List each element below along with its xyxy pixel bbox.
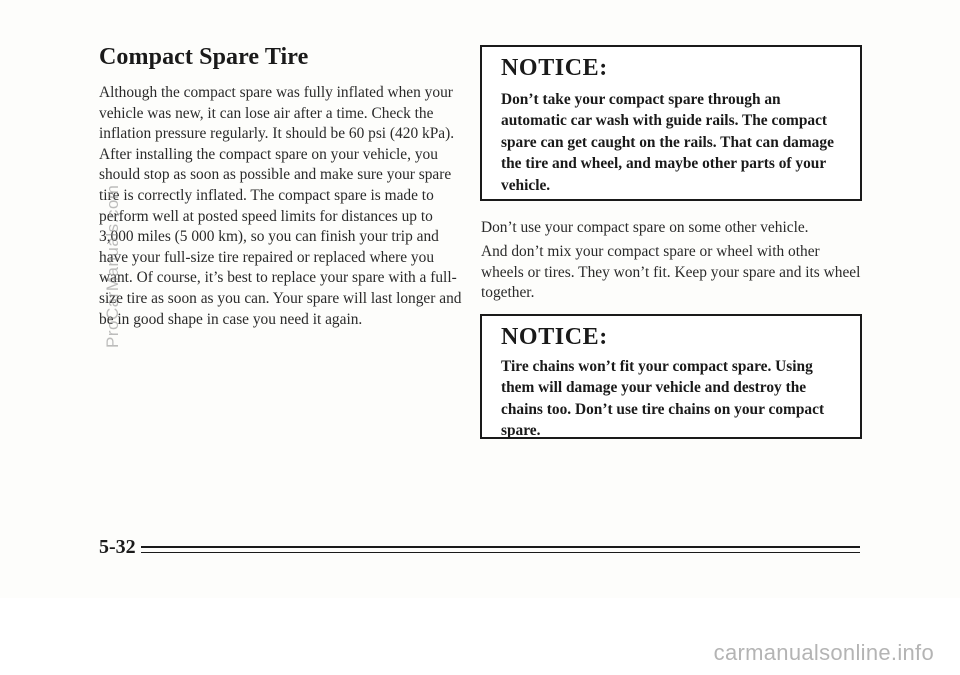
section-body: Although the compact spare was fully inflated when your vehicle was new, it can lose air after a time. Check the inflation pressure regularly. It should be 60 psi (420 kPa). After installing the compact spare on your vehicle, you should stop as soon as possible and make sure your spare tire is correctly inflated. The compact spare is made to perform well at posted speed limits for distances up to 3,000 miles (5 000 km), so you can finish your trip and have your full-size tire repaired or replaced where you want. Of course, it’s best to replace your spare with a full-size tire as soon as you can. Your spare will last longer and be in good shape in case you need it again. xyxy=(99,84,462,328)
footer-rule xyxy=(141,546,860,553)
notice-text: Tire chains won’t fit your compact spare. Using them will damage your vehicle and destroy the chains too. Don’t use tire chains on your compact spare. xyxy=(501,358,825,440)
notice-box-car-wash xyxy=(480,45,862,201)
bottom-watermark[interactable]: carmanualsonline.info xyxy=(713,640,934,665)
left-column xyxy=(99,44,464,330)
side-watermark-text: ProCarManuals.com xyxy=(103,185,122,349)
notice-box-tire-chains xyxy=(480,314,862,439)
notice-heading: NOTICE: xyxy=(501,324,608,350)
page-number: 5-32 xyxy=(99,536,136,558)
notice-heading: NOTICE: xyxy=(501,55,608,81)
paragraph-wheels: And don’t mix your compact spare or wheel with other wheels or tires. They won’t fit. Keep your spare and its wheel together. xyxy=(481,243,861,302)
notice-text: Don’t take your compact spare through an automatic car wash with guide rails. The compact spare can get caught on the rails. That can damage the tire and wheel, and maybe other parts of your vehicle. xyxy=(501,91,834,194)
paragraph-other-vehicle: Don’t use your compact spare on some other vehicle. xyxy=(481,219,809,236)
section-title: Compact Spare Tire xyxy=(99,44,309,70)
